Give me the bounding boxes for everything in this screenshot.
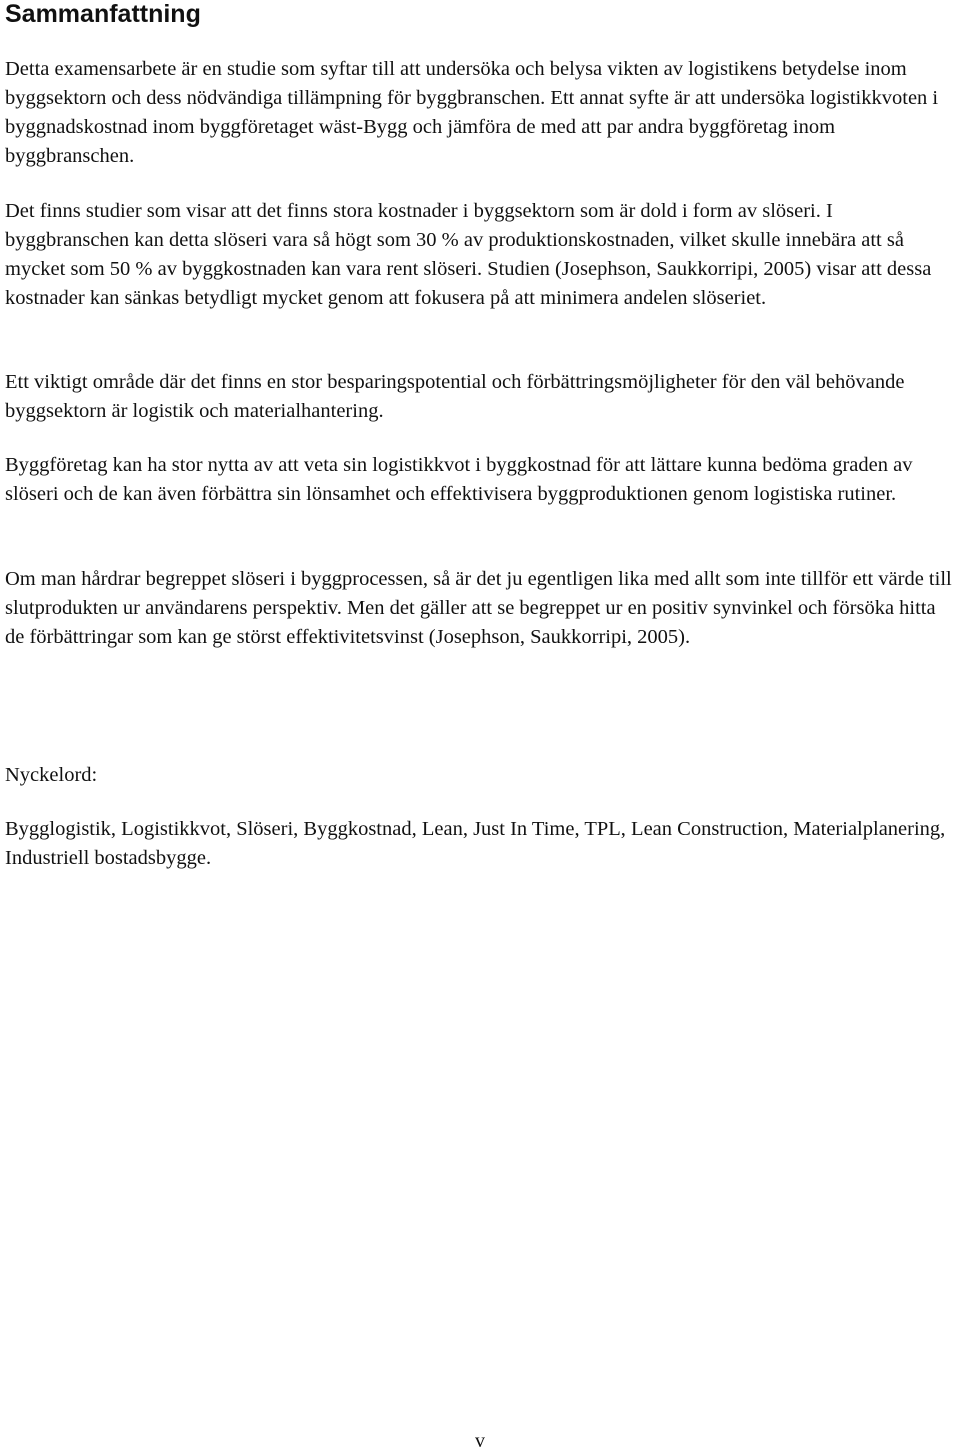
section-heading: Sammanfattning [5,0,201,28]
page-number: v [475,1430,485,1452]
paragraph-savings-potential: Ett viktigt område där det finns en stor besparingspotential och förbättringsmöjligheter för den väl behövande byggsektorn är logistik och materialhantering. [5,371,905,422]
paragraph-logistics-ratio: Byggföretag kan ha stor nytta av att veta sin logistikkvot i byggkostnad för att lättare kunna bedöma graden av slöseri och de kan även förbättra sin lönsamhet och effektivisera byggproduktionen genom logistiska rutiner. [5,454,913,505]
keywords-label: Nyckelord: [5,764,98,786]
keywords-list: Bygglogistik, Logistikkvot, Slöseri, Byggkostnad, Lean, Just In Time, TPL, Lean Construction, Materialplanering, Industriell bostadsbygge. [5,818,946,869]
paragraph-waste-definition: Om man hårdrar begreppet slöseri i byggprocessen, så är det ju egentligen lika med allt som inte tillför ett värde till slutprodukten ur användarens perspektiv. Men det gäller att se begreppet ur en positiv synvinkel och försöka hitta de förbättringar som kan ge störst effektivitetsvinst (Josephson, Saukkorripi, 2005). [5,568,952,648]
paragraph-purpose: Detta examensarbete är en studie som syftar till att undersöka och belysa vikten av logistikens betydelse inom byggsektorn och dess nödvändiga tillämpning för byggbranschen. Ett annat syfte är att undersöka logistikkvoten i byggnadskostnad inom byggföretaget wäst-Bygg och jämföra de med att par andra byggföretag inom byggbranschen. [5,58,939,167]
paragraph-waste-studies: Det finns studier som visar att det finns stora kostnader i byggsektorn som är dold i form av slöseri. I byggbranschen kan detta slöseri vara så högt som 30 % av produktionskostnaden, vilket skulle innebära att så mycket som 50 % av byggkostnaden kan vara rent slöseri. Studien (Josephson, Saukkorripi, 2005) visar att dessa kostnader kan sänkas betydligt mycket genom att fokusera på att minimera andelen slöseriet. [5,200,932,309]
